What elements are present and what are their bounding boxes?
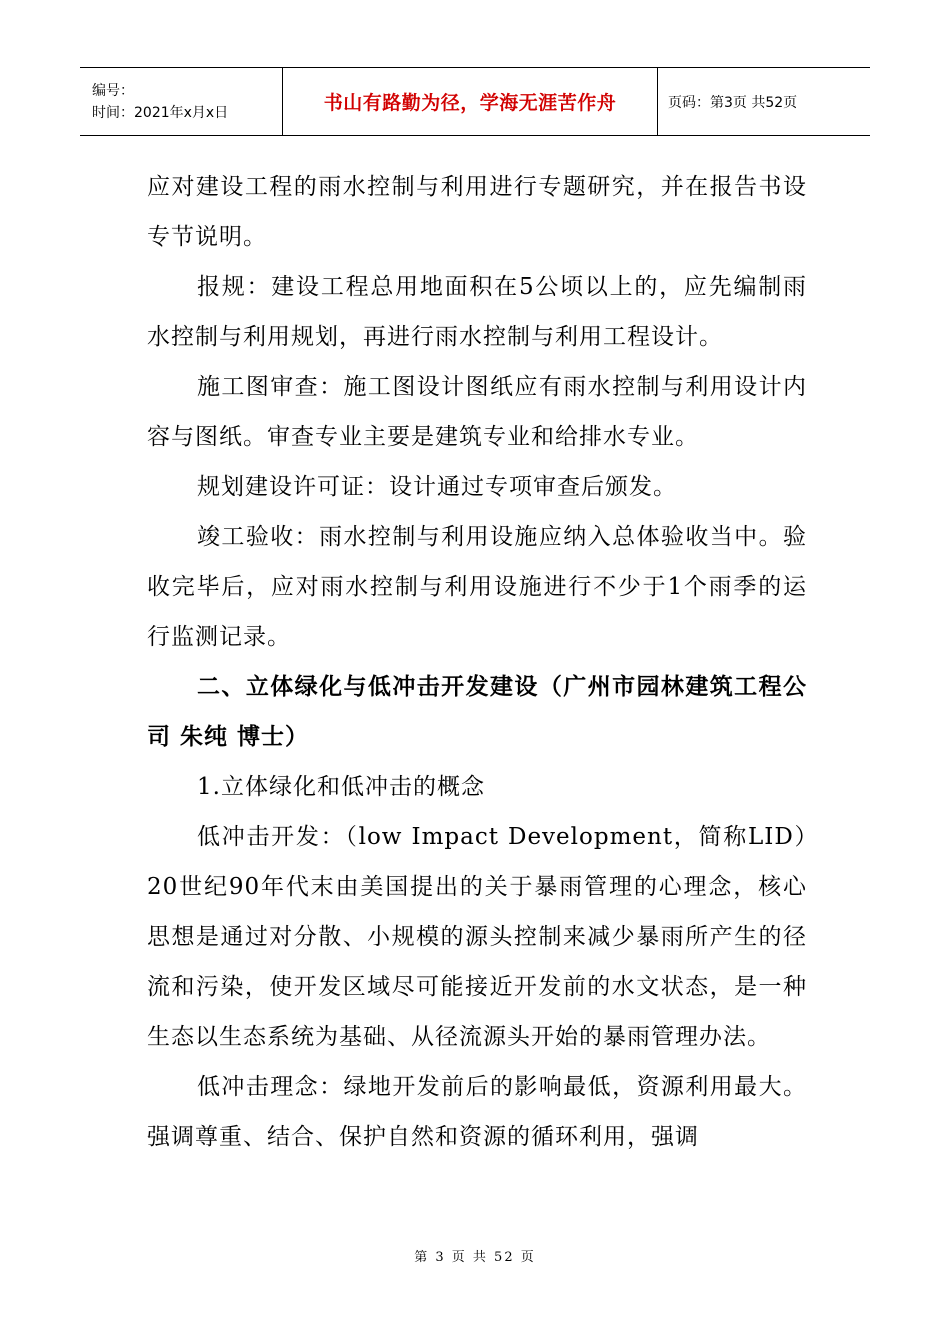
section-heading: 二、立体绿化与低冲击开发建设（广州市园林建筑工程公司 朱纯 博士） [147,674,807,750]
header-motto: 书山有路勤为径，学海无涯苦作舟 [323,92,617,114]
header-page-info: 页码：第3页 共52页 [668,94,798,111]
body-paragraph: 低冲击理念：绿地开发前后的影响最低，资源利用最大。强调尊重、结合、保护自然和资源的循环利用，强调 [147,1074,807,1150]
body-paragraph: 规划建设许可证：设计通过专项审查后颁发。 [197,474,677,500]
body-paragraph: 报规：建设工程总用地面积在5公顷以上的，应先编制雨水控制与利用规划，再进行雨水控制与利用工程设计。 [147,274,807,350]
subsection-heading: 1.立体绿化和低冲击的概念 [197,774,485,800]
body-paragraph: 应对建设工程的雨水控制与利用进行专题研究，并在报告书设专节说明。 [147,174,807,250]
document-time-label: 时间：2021年x月x日 [92,104,229,121]
header-page-cell [658,68,870,135]
header-motto-cell [282,68,658,135]
document-number-label: 编号： [92,82,134,99]
page-header [80,67,870,136]
body-paragraph: 竣工验收：雨水控制与利用设施应纳入总体验收当中。验收完毕后，应对雨水控制与利用设施进行不少于1个雨季的运行监测记录。 [147,524,807,650]
header-meta [80,68,282,135]
page-footer: 第 3 页 共 52 页 [414,1250,536,1265]
document-body [147,162,807,1162]
body-paragraph: 低冲击开发：（low Impact Development，简称LID）20世纪90年代末由美国提出的关于暴雨管理的心理念，核心思想是通过对分散、小规模的源头控制来减少暴雨所产生的径流和污染，使开发区域尽可能接近开发前的水文状态，是一种生态以生态系统为基础、从径流源头开始的暴雨管理办法。 [147,824,807,1050]
body-paragraph: 施工图审查：施工图设计图纸应有雨水控制与利用设计内容与图纸。审查专业主要是建筑专业和给排水专业。 [147,374,807,450]
